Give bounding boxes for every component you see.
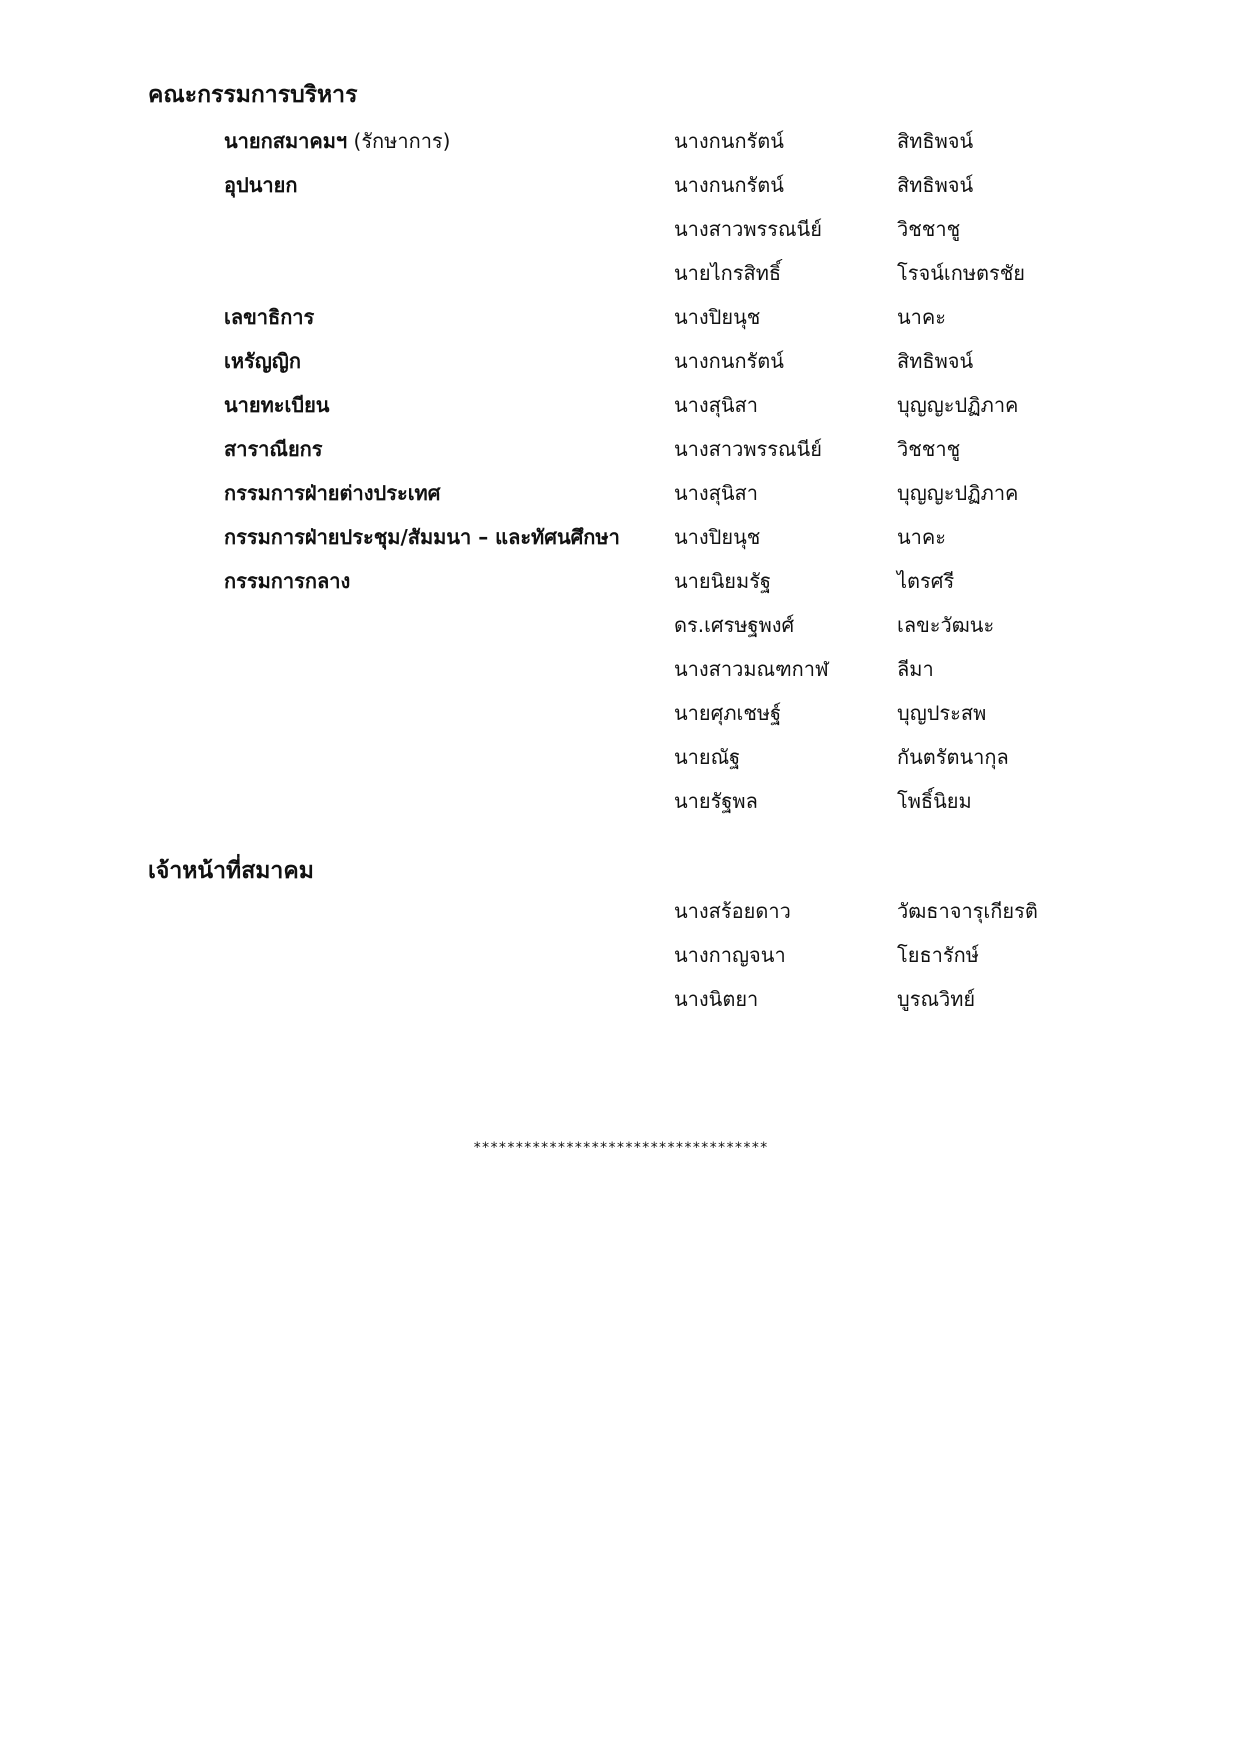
member-row [0,384,1241,428]
member-row [0,120,1241,164]
member-role [224,170,297,200]
member-row [0,890,1241,934]
member-first-name: นางกนกรัตน์ [674,129,784,153]
member-last-name: นาคะ [897,525,947,549]
member-first-name: นางกนกรัตน์ [674,349,784,373]
member-last-name: ลีมา [897,657,934,681]
member-last-name: บุญญะปฏิภาค [897,481,1019,505]
member-first-name: นางปิยนุช [674,305,761,329]
member-last-name: โพธิ์นิยม [897,789,972,813]
member-first-name: นางปิยนุช [674,525,761,549]
member-last-name: สิทธิพจน์ [897,129,974,153]
member-last-name: บุญญะปฏิภาค [897,393,1019,417]
member-last-name: สิทธิพจน์ [897,173,974,197]
member-first-name: นายศุภเชษฐ์ [674,701,782,725]
member-row [0,604,1241,648]
member-first-name: ดร.เศรษฐพงศ์ [674,613,795,637]
member-first-name: นายไกรสิทธิ์ [674,261,782,285]
member-first-name: นายนิยมรัฐ [674,569,771,593]
member-role [224,434,323,464]
member-first-name: นายณัฐ [674,745,741,769]
member-role [224,566,350,596]
member-first-name: นายรัฐพล [674,789,758,813]
member-row [0,978,1241,1022]
member-row [0,340,1241,384]
executive-committee-list [0,120,1241,824]
member-last-name: วิชชาชู [897,437,961,461]
member-role [224,126,450,156]
member-first-name: นางสุนิสา [674,393,758,417]
member-last-name: บุญประสพ [897,701,987,725]
role-title: กรรมการกลาง [224,569,351,593]
member-first-name: นางสาวพรรณนีย์ [674,437,822,461]
role-title: นายกสมาคมฯ [224,129,348,153]
member-row [0,296,1241,340]
member-last-name: โรจน์เกษตรชัย [897,261,1026,285]
member-last-name: วิชชาชู [897,217,961,241]
member-first-name: นางสุนิสา [674,481,758,505]
member-row [0,780,1241,824]
member-last-name: นาคะ [897,305,947,329]
member-last-name: วัฒธาจารุเกียรติ [897,899,1038,923]
member-last-name: โยธารักษ์ [897,943,979,967]
role-note: (รักษาการ) [347,129,451,153]
member-last-name: เลขะวัฒนะ [897,613,995,637]
role-title: เหรัญญิก [224,349,301,373]
role-title: เลขาธิการ [224,305,315,329]
section-heading-staff: เจ้าหน้าที่สมาคม [148,858,314,884]
member-row [0,164,1241,208]
member-row [0,472,1241,516]
member-last-name: ไตรศรี [897,569,955,593]
member-row [0,428,1241,472]
member-first-name: นางกนกรัตน์ [674,173,784,197]
role-title: นายทะเบียน [224,393,330,417]
role-title: สาราณียกร [224,437,323,461]
footer-separator: *********************************** [472,1140,768,1156]
member-row [0,934,1241,978]
member-role [224,302,314,332]
member-row [0,736,1241,780]
member-last-name: บูรณวิทย์ [897,987,976,1011]
member-first-name: นางสาวมณฑกาฬ [674,657,829,681]
member-role [224,522,620,552]
staff-list [0,890,1241,1022]
member-first-name: นางสร้อยดาว [674,899,791,923]
member-first-name: นางสาวพรรณนีย์ [674,217,822,241]
member-role [224,346,301,376]
member-first-name: นางกาญจนา [674,943,786,967]
member-last-name: กันตรัตนากุล [897,745,1009,769]
member-role [224,390,329,420]
member-row [0,252,1241,296]
member-first-name: นางนิตยา [674,987,759,1011]
member-row [0,560,1241,604]
section-heading-executive-committee: คณะกรรมการบริหาร [148,82,358,108]
role-title: กรรมการฝ่ายต่างประเทศ [224,481,441,505]
member-row [0,648,1241,692]
member-role [224,478,440,508]
member-row [0,516,1241,560]
role-title: อุปนายก [224,173,298,197]
role-title: กรรมการฝ่ายประชุม/สัมมนา – และทัศนศึกษา [224,525,620,549]
member-last-name: สิทธิพจน์ [897,349,974,373]
member-row [0,208,1241,252]
member-row [0,692,1241,736]
